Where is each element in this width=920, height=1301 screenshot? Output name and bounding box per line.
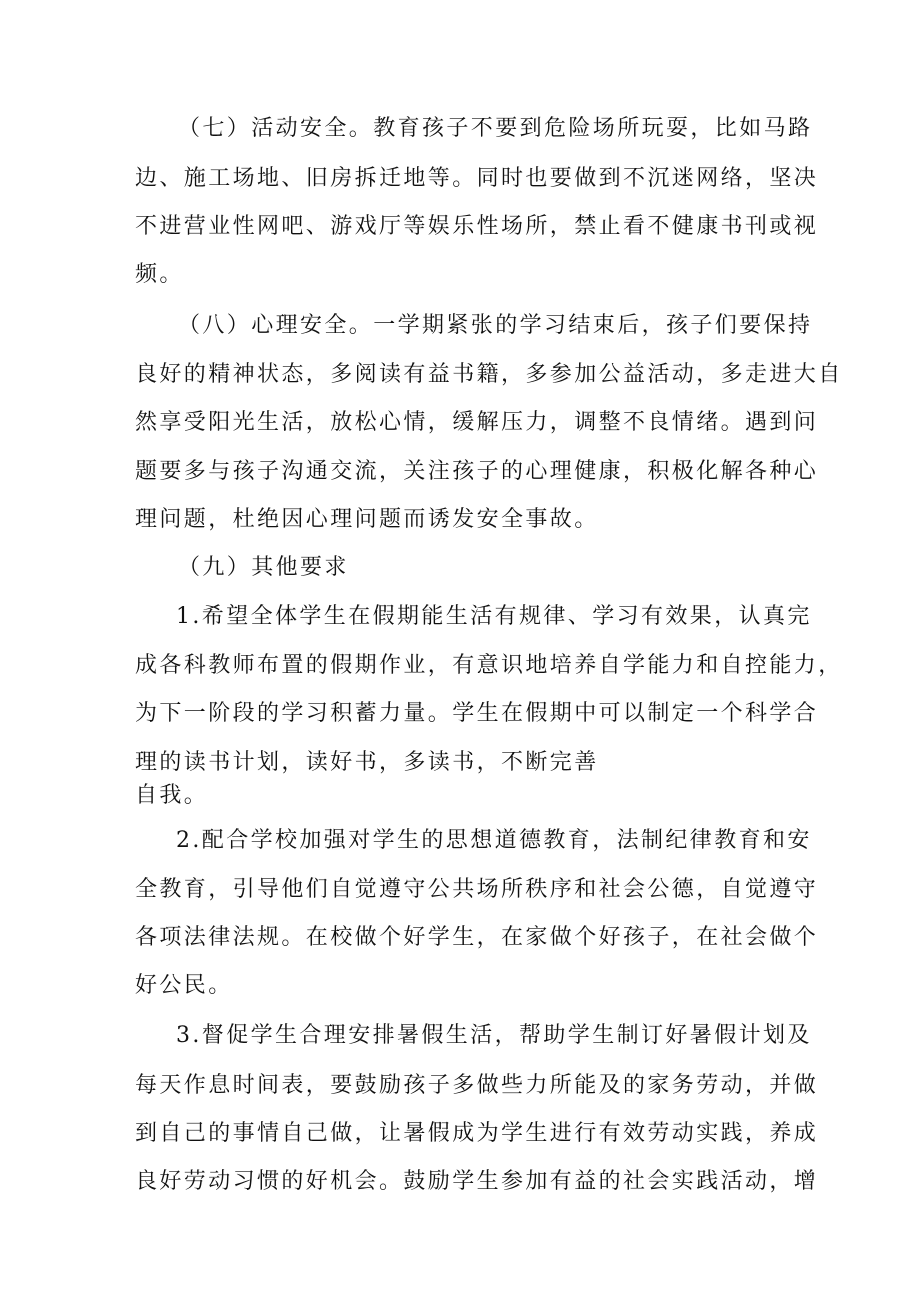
text-line: 题要多与孩子沟通交流，关注孩子的心理健康，积极化解各种心: [135, 459, 819, 484]
text-line: （七）活动安全。教育孩子不要到危险场所玩耍，比如马路: [178, 116, 813, 141]
text-line: 2.配合学校加强对学生的思想道德教育，法制纪律教育和安: [176, 828, 812, 853]
text-line: 好公民。: [135, 973, 233, 998]
text-line: 然享受阳光生活，放松心情，缓解压力，调整不良情绪。遇到问: [135, 410, 819, 435]
text-line: 1.希望全体学生在假期能生活有规律、学习有效果，认真完: [176, 604, 812, 629]
text-line: 不进营业性网吧、游戏厅等娱乐性场所，禁止看不健康书刊或视: [135, 214, 819, 239]
text-line: 每天作息时间表，要鼓励孩子多做些力所能及的家务劳动，并做: [135, 1073, 819, 1098]
section-heading: （九）其他要求: [178, 555, 349, 580]
text-line: 到自己的事情自己做，让暑假成为学生进行有效劳动实践，养成: [135, 1121, 819, 1146]
text-line: 理问题，杜绝因心理问题而诱发安全事故。: [135, 507, 599, 532]
text-line: 为下一阶段的学习积蓄力量。学生在假期中可以制定一个科学合: [135, 701, 819, 726]
text-line: 全教育，引导他们自觉遵守公共场所秩序和社会公德，自觉遵守: [135, 877, 819, 902]
text-line: 良好劳动习惯的好机会。鼓励学生参加有益的社会实践活动，增: [135, 1169, 819, 1194]
text-line: 边、施工场地、旧房拆迁地等。同时也要做到不沉迷网络，坚决: [135, 166, 819, 191]
text-line: 理的读书计划，读好书，多读书，不断完善: [135, 750, 599, 775]
text-line: 良好的精神状态，多阅读有益书籍，多参加公益活动，多走进大自: [135, 362, 843, 387]
text-line: 3.督促学生合理安排暑假生活，帮助学生制订好暑假计划及: [176, 1023, 812, 1048]
text-line: 频。: [135, 262, 184, 287]
text-line: 成各科教师布置的假期作业，有意识地培养自学能力和自控能力，: [135, 653, 843, 678]
text-line: 各项法律法规。在校做个好学生，在家做个好孩子，在社会做个: [135, 925, 819, 950]
text-line: 自我。: [135, 783, 209, 808]
text-line: （八）心理安全。一学期紧张的学习结束后，孩子们要保持: [178, 313, 813, 338]
